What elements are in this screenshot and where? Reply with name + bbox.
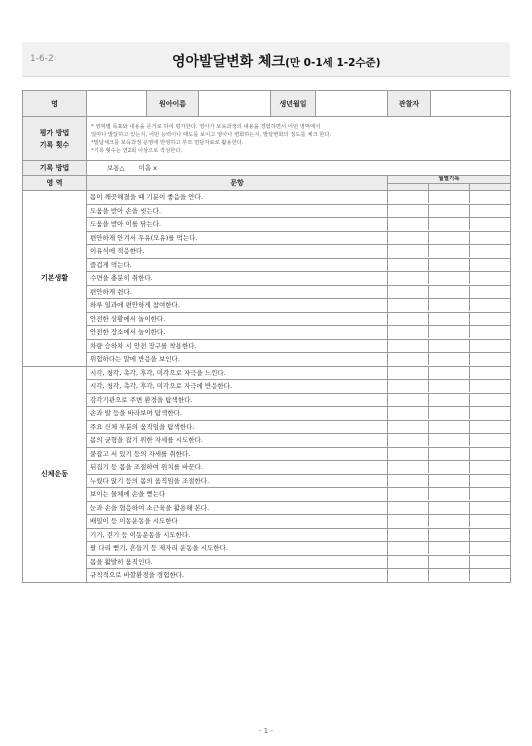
area-column-header: 영 역 (23, 176, 87, 191)
check-item-row (23, 312, 511, 326)
check-item-row (23, 488, 511, 502)
item-column-header: 문항 (87, 176, 388, 191)
check-item-text: 즐겁게 먹는다. (87, 258, 388, 272)
check-item-row (23, 528, 511, 542)
monthly-record-cells[interactable] (388, 191, 511, 205)
check-item-text: 몸의 균형을 잡기 위한 자세를 시도한다. (87, 434, 388, 448)
monthly-record-cells[interactable] (388, 285, 511, 299)
check-item-row (23, 245, 511, 259)
area-name: 신체운동 (23, 366, 87, 582)
monthly-record-cells[interactable] (388, 528, 511, 542)
monthly-record-cells[interactable] (388, 339, 511, 353)
evaluation-method-label-line2: 기록 횟수 (39, 140, 70, 149)
monthly-record-cells[interactable] (388, 380, 511, 394)
record-method-label: 기록 방법 (23, 161, 87, 176)
observer-value-cell[interactable] (431, 91, 511, 117)
method-note-4: *기록 횟수는 연2회 이상으로 작성한다. (91, 147, 183, 154)
check-item-row (23, 393, 511, 407)
check-item-row (23, 191, 511, 205)
record-method-row (23, 161, 511, 176)
monthly-record-cells[interactable] (388, 299, 511, 313)
check-item-text: 안전한 상황에서 놀이한다. (87, 312, 388, 326)
monthly-record-cells[interactable] (388, 218, 511, 232)
evaluation-method-notes (87, 117, 511, 161)
document-code: 1-6-2 (30, 54, 54, 64)
check-item-row (23, 515, 511, 529)
method-note-1: * 영역별 목표와 내용을 준거로 하여 평가한다. 영아가 보육과정의 내용을 경험하면서 어떤 영역에서 (91, 123, 321, 130)
monthly-record-cells[interactable] (388, 407, 511, 421)
check-item-text: 이유식에 적응한다. (87, 245, 388, 259)
check-item-text: 안전한 장소에서 놀이한다. (87, 326, 388, 340)
check-item-row (23, 420, 511, 434)
name-value-cell[interactable] (87, 91, 147, 117)
check-item-row (23, 258, 511, 272)
check-item-text: 수면을 충분히 취한다. (87, 272, 388, 286)
monthly-record-cells[interactable] (388, 231, 511, 245)
document-title (172, 51, 381, 71)
check-item-row (23, 231, 511, 245)
check-item-row (23, 285, 511, 299)
check-item-row (23, 474, 511, 488)
check-item-text: 붙잡고 서 있기 등의 자세를 취한다. (87, 447, 388, 461)
observer-label: 관찰자 (388, 91, 431, 117)
check-item-text: 감각기관으로 주변 환경을 탐색한다. (87, 393, 388, 407)
method-note-3: *발달체크를 보육과정 운영에 반영하고 부모 면담자료로 활용한다. (91, 139, 244, 146)
check-item-row (23, 366, 511, 380)
title-main: 영아발달변화 체크 (172, 54, 286, 70)
monthly-record-cells[interactable] (388, 366, 511, 380)
monthly-record-cells[interactable] (388, 461, 511, 475)
check-item-row (23, 339, 511, 353)
evaluation-method-label-line1: 평가 방법 (39, 128, 70, 137)
monthly-record-cells[interactable] (388, 353, 511, 367)
monthly-record-cells[interactable] (388, 420, 511, 434)
monthly-record-cells[interactable] (388, 245, 511, 259)
development-check-table (22, 90, 511, 583)
check-item-text: 차량 승하차 시 안전 장구를 착용한다. (87, 339, 388, 353)
monthly-record-cells[interactable] (388, 474, 511, 488)
check-item-text: 도움을 받아 이를 닦는다. (87, 218, 388, 232)
monthly-record-cells[interactable] (388, 501, 511, 515)
check-item-text: 배밀이 등 이동운동을 시도한다 (87, 515, 388, 529)
check-item-row (23, 204, 511, 218)
monthly-record-cells[interactable] (388, 515, 511, 529)
monthly-record-cells[interactable] (388, 488, 511, 502)
monthly-record-cells[interactable] (388, 434, 511, 448)
monthly-record-cells[interactable] (388, 312, 511, 326)
check-item-row (23, 569, 511, 583)
check-item-row (23, 434, 511, 448)
method-row (23, 117, 511, 161)
check-item-row (23, 407, 511, 421)
column-header-row (23, 176, 511, 184)
birth-date-label: 생년월일 (271, 91, 316, 117)
check-item-text: 시각, 청각, 촉각, 후각, 미각으로 자극에 반응한다. (87, 380, 388, 394)
check-item-text: 누웠다 앉기 등의 몸의 움직임을 조절한다. (87, 474, 388, 488)
area-name: 기본생활 (23, 191, 87, 367)
check-item-row (23, 501, 511, 515)
check-item-text: 기기, 걷기 등 이동운동을 시도한다. (87, 528, 388, 542)
check-item-text: 위험하다는 말에 반응을 보인다. (87, 353, 388, 367)
title-bar (22, 42, 510, 77)
child-name-label: 원아이름 (147, 91, 199, 117)
info-row (23, 91, 511, 117)
monthly-record-cells[interactable] (388, 393, 511, 407)
check-item-text: 시각, 청각, 촉각, 후각, 미각으로 자극을 느낀다. (87, 366, 388, 380)
check-item-row (23, 542, 511, 556)
evaluation-method-label (23, 117, 87, 161)
record-value-2: 미흡 x (138, 164, 158, 172)
monthly-record-header: 월별기록 (388, 176, 511, 184)
page-number: - 1 - (259, 727, 273, 735)
check-item-row (23, 326, 511, 340)
child-name-value-cell[interactable] (199, 91, 271, 117)
check-item-row (23, 380, 511, 394)
check-item-row (23, 272, 511, 286)
monthly-record-cells[interactable] (388, 258, 511, 272)
check-item-row (23, 299, 511, 313)
check-item-text: 몸이 깨끗해졌을 때 기분이 좋음을 안다. (87, 191, 388, 205)
check-item-text: 손과 발 등을 바라보며 탐색한다. (87, 407, 388, 421)
check-item-text: 편안하게 쉰다. (87, 285, 388, 299)
check-item-text: 편안하게 안겨서 우유(모유)를 먹는다. (87, 231, 388, 245)
monthly-record-cells[interactable] (388, 204, 511, 218)
monthly-record-cells[interactable] (388, 542, 511, 556)
monthly-record-cells[interactable] (388, 555, 511, 569)
check-item-text: 보이는 물체에 손을 뻗는다 (87, 488, 388, 502)
check-item-text: 주요 신체 부분의 움직임을 탐색한다. (87, 420, 388, 434)
check-item-text: 몸을 활발히 움직인다. (87, 555, 388, 569)
birth-date-value-cell[interactable] (316, 91, 388, 117)
check-item-text: 팔 다리 뻗기, 흔들기 등 제자리 운동을 시도한다. (87, 542, 388, 556)
title-sub: (만 0-1세 1-2수준) (285, 57, 381, 69)
check-item-text: 규칙적으로 바깥환경을 경험한다. (87, 569, 388, 583)
check-item-row (23, 447, 511, 461)
check-item-text: 도움을 받아 손을 씻는다. (87, 204, 388, 218)
check-item-row (23, 461, 511, 475)
check-item-text: 뒤집기 등 몸을 조절하여 위치를 바꾼다. (87, 461, 388, 475)
check-item-row (23, 555, 511, 569)
name-label: 명 (23, 91, 87, 117)
record-value-1: 보통△ (107, 164, 125, 172)
method-note-2: 얼마나 발달하고 있는지, 어떤 능력이나 태도를 보이고 영아나 변화하는지, 발달변화의 정도를 체크 한다. (91, 131, 332, 138)
check-item-row (23, 353, 511, 367)
monthly-record-cells[interactable] (388, 447, 511, 461)
monthly-record-cells[interactable] (388, 272, 511, 286)
check-item-text: 하루 일과에 편안하게 참여한다. (87, 299, 388, 313)
monthly-record-cells[interactable] (388, 569, 511, 583)
check-item-text: 눈과 손을 협응하여 소근육을 활용해 본다. (87, 501, 388, 515)
record-method-values (87, 161, 511, 176)
monthly-subheader-cells (388, 183, 511, 191)
monthly-record-cells[interactable] (388, 326, 511, 340)
check-item-row (23, 218, 511, 232)
